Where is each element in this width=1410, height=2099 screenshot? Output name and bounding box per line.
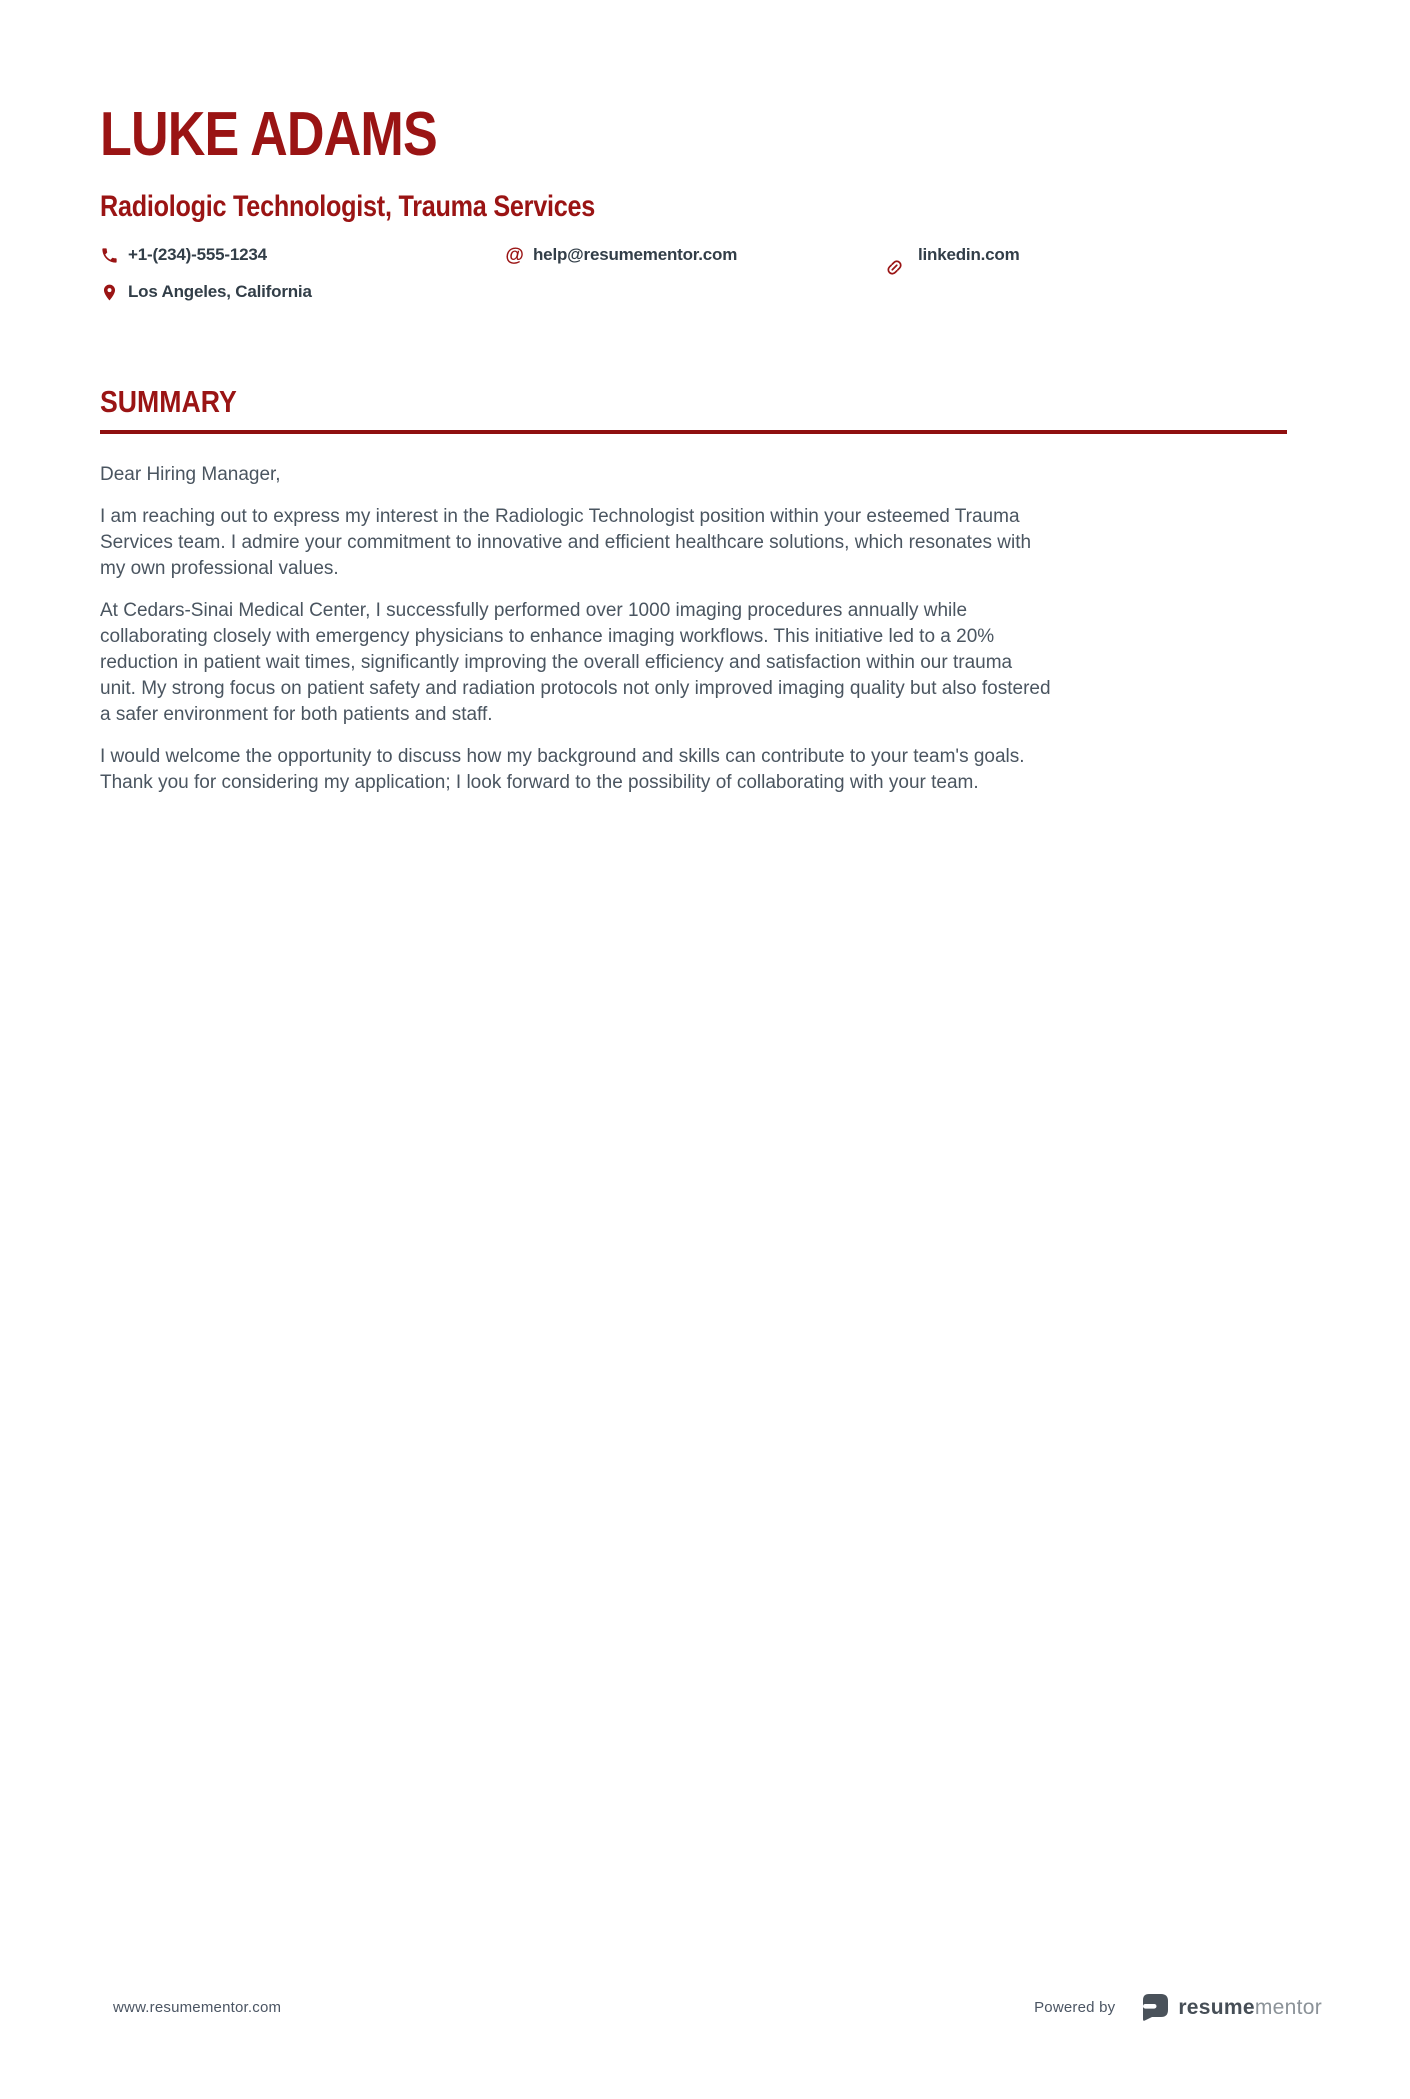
salutation: Dear Hiring Manager, [100, 464, 281, 485]
powered-by-label: Powered by [1034, 1999, 1116, 2016]
letter-paragraph: I would welcome the opportunity to discuss how my background and skills can contribute to your team's goals. Thank you for considering my application; I look forward to the possibility of collaborating with your team. [100, 746, 1025, 793]
resumementor-logo-icon [1143, 1994, 1168, 2021]
location-pin-icon [100, 283, 119, 302]
letter-paragraph: At Cedars-Sinai Medical Center, I successfully performed over 1000 imaging procedures annually while collaborating closely with emergency physicians to enhance imaging workflows. This initiative led to a 20% reduction in patient wait times, significantly improving the overall efficiency and satisfaction within our trauma unit. My strong focus on patient safety and radiation protocols not only improved imaging quality but also fostered a safer environment for both patients and staff. [100, 600, 1051, 725]
letter-body [100, 462, 1052, 796]
location-text: Los Angeles, California [128, 282, 312, 301]
link-icon [890, 246, 909, 265]
footer [100, 1994, 1322, 2021]
section-heading: SUMMARY [100, 384, 237, 419]
job-title: Radiologic Technologist, Trauma Services [100, 190, 595, 223]
at-sign-icon: @ [505, 244, 524, 266]
summary-section [100, 386, 1287, 796]
powered-by-group [1034, 1994, 1322, 2021]
contact-email [505, 245, 890, 265]
email-address: help@resumementor.com [533, 245, 738, 264]
footer-website: www.resumementor.com [113, 1999, 282, 2016]
contact-info [100, 245, 1287, 302]
brand-resume: resume [1178, 1995, 1255, 2019]
letter-paragraph: I am reaching out to express my interest in the Radiologic Technologist position within your esteemed Trauma Services team. I admire your commitment to innovative and efficient healthcare solutions, which resonates with my own professional values. [100, 506, 1032, 579]
linkedin-url: linkedin.com [918, 245, 1020, 264]
header [100, 100, 1287, 302]
section-rule [100, 430, 1287, 434]
phone-icon [100, 246, 119, 265]
brand-wordmark [1178, 1996, 1322, 2020]
contact-phone [100, 245, 505, 265]
contact-location [100, 282, 505, 302]
brand-mentor: mentor [1254, 1995, 1322, 2019]
phone-number: +1-(234)-555-1234 [128, 245, 267, 264]
contact-linkedin [890, 245, 1287, 265]
candidate-name: LUKE ADAMS [100, 100, 437, 169]
cover-letter-page [0, 100, 1410, 2099]
